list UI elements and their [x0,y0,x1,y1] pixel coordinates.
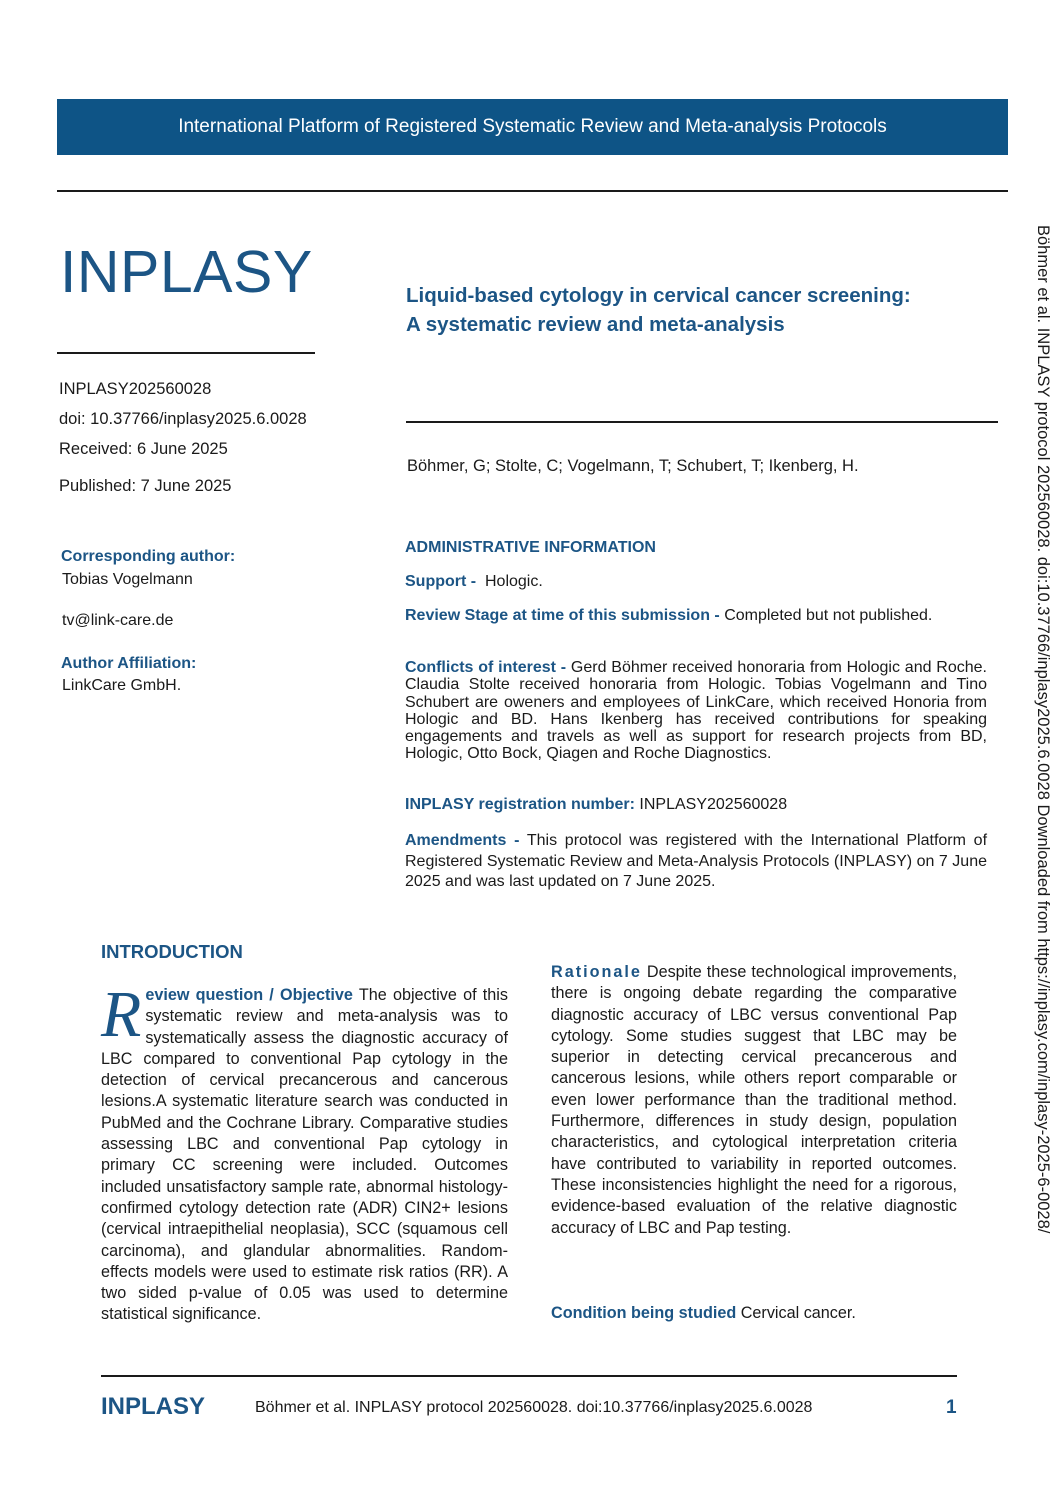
support-text: Hologic. [484,573,543,590]
objective-paragraph [101,978,508,1326]
condition-label: Condition being studied [551,1304,737,1322]
top-divider [57,190,1008,192]
banner-text: International Platform of Registered Systematic Review and Meta-analysis Protocols [178,116,887,137]
inplasy-logo: INPLASY [60,239,313,305]
registration-entry [405,796,987,813]
conflicts-label: Conflicts of interest - [405,659,567,676]
author-list: Böhmer, G; Stolte, C; Vogelmann, T; Schubert, T; Ikenberg, H. [407,457,859,475]
rationale-label: Rationale [551,963,642,981]
received-date: Received: 6 June 2025 [59,440,228,458]
conflicts-text: Gerd Böhmer received honoraria from Hologic and Roche. Claudia Stolte received honoraria from Hologic. Tobias Vogelmann and Tino Schubert are oweners and employees of LinkCare, which received Honoria from Hologic and BD. Hans Ikenberg has received contributions for speaking engagements and travels as well as support for research projects from BD, Hologic, Otto Bock, Qiagen and Roche Diagnostics. [405,659,987,763]
corresponding-author-email[interactable]: tv@link-care.de [62,612,174,629]
registration-label: INPLASY registration number: [405,796,635,813]
rationale-paragraph [551,962,957,1239]
administrative-heading: ADMINISTRATIVE INFORMATION [405,539,656,556]
support-label: Support - [405,573,477,590]
logo-divider [57,352,315,354]
review-stage-text: Completed but not published. [724,607,933,624]
title-line-2: A systematic review and meta-analysis [406,313,785,336]
condition-text: Cervical cancer. [740,1304,856,1322]
protocol-id: INPLASY202560028 [59,380,212,398]
affiliation-name: LinkCare GmbH. [62,677,182,694]
amendments-text: This protocol was registered with the International Platform of Registered Systematic Review and Meta-Analysis Protocols (INPLASY) on 7 June 2025 and was last updated on 7 June 2025. [405,832,988,890]
introduction-heading: INTRODUCTION [101,941,243,962]
corresponding-author-heading: Corresponding author: [61,548,236,565]
rationale-text: Despite these technological improvements, there is ongoing debate regarding the comparative diagnostic accuracy of LBC versus conventional Pap cytology. Some studies suggest that LBC may be superior in detecting cervical precancerous and cancerous lesions, while others report comparable or even lower performance than the traditional method. Furthermore, differences in study design, population characteristics, and cytological interpretation criteria have contributed to variability in reported outcomes. These inconsistencies highlight the need for a rigorous, evidence-based evaluation of the relative diagnostic accuracy of LBC and Pap testing. [551,963,957,1237]
corresponding-author-name: Tobias Vogelmann [62,571,193,588]
journal-banner [57,99,1008,155]
objective-label: eview question / Objective [145,986,353,1004]
drop-cap: R [101,978,142,1051]
objective-text: The objective of this systematic review and meta-analysis was to systematically assess the diagnostic accuracy of LBC compared to conventional Pap cytology in the detection of cervical precancerous and cancerous lesions.A systematic literature search was conducted in PubMed and the Cochrane Library. Comparative studies assessing LBC and conventional Pap cytology in primary CC screening were included. Outcomes included unsatisfactory sample rate, abnormal histology-confirmed cytology detection rate (ADR) CIN2+ lesions (cervical intraepithelial neoplasia), SCC (squamous cell carcinoma), and glandular abnormalities. Random-effects models were used to estimate risk ratios (RR). A two sided p-value of 0.05 was used to determine statistical significance. [101,986,508,1324]
footer-divider [101,1375,957,1377]
conflicts-entry [405,659,987,763]
footer-citation: Böhmer et al. INPLASY protocol 202560028. doi:10.37766/inplasy2025.6.0028 [255,1399,813,1416]
footer-logo: INPLASY [101,1393,206,1420]
registration-number: INPLASY202560028 [639,796,788,813]
side-citation[interactable]: Böhmer et al. INPLASY protocol 202560028. doi:10.37766/inplasy2025.6.0028 Downloaded from https://inplasy.com/inplasy-2025-6-0028/ [1034,225,1052,1234]
affiliation-heading: Author Affiliation: [61,655,197,672]
amendments-label: Amendments - [405,832,520,849]
support-entry [405,573,987,590]
review-stage-entry [405,607,987,624]
title-divider [406,421,998,423]
title-line-1: Liquid-based cytology in cervical cancer screening: [406,284,911,307]
doi[interactable]: doi: 10.37766/inplasy2025.6.0028 [59,410,307,428]
amendments-entry [405,831,987,893]
page-number: 1 [946,1397,957,1418]
condition-paragraph [551,1303,957,1324]
review-stage-label: Review Stage at time of this submission - [405,607,720,624]
published-date: Published: 7 June 2025 [59,477,232,495]
article-title [406,281,1006,339]
